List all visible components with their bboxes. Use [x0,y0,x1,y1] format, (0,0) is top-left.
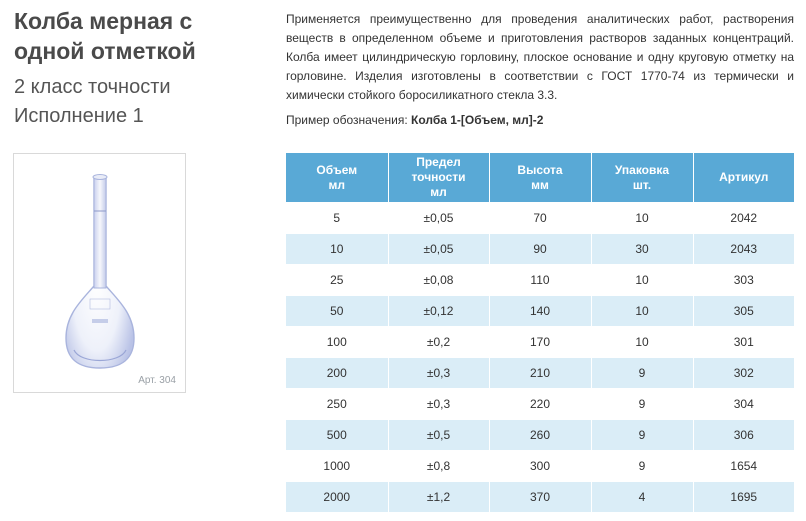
height-cell: 140 [489,296,591,327]
volume-cell: 200 [286,358,388,389]
volume-cell: 5 [286,203,388,234]
package-cell: 10 [591,203,693,234]
package-cell: 10 [591,296,693,327]
tolerance-cell: ±0,5 [388,420,489,451]
package-cell: 10 [591,327,693,358]
spec-table [286,153,794,512]
height-cell: 170 [489,327,591,358]
volume-cell: 10 [286,234,388,265]
article-cell: 301 [693,327,794,358]
article-caption: Арт. 304 [138,375,176,386]
table-row [286,203,794,234]
accuracy-class: 2 класс точности [14,76,171,98]
tolerance-cell: ±0,8 [388,451,489,482]
height-cell: 370 [489,482,591,513]
package-cell: 9 [591,451,693,482]
height-cell: 210 [489,358,591,389]
volume-cell: 2000 [286,482,388,513]
height-cell: 220 [489,389,591,420]
tolerance-cell: ±1,2 [388,482,489,513]
table-row [286,296,794,327]
tolerance-cell: ±0,2 [388,327,489,358]
article-header: Артикул [693,153,794,203]
table-row [286,451,794,482]
article-cell: 302 [693,358,794,389]
tolerance-cell: ±0,05 [388,203,489,234]
package-cell: 30 [591,234,693,265]
table-row [286,327,794,358]
height-header: Высота мм [489,153,591,203]
volume-cell: 1000 [286,451,388,482]
article-cell: 306 [693,420,794,451]
table-row [286,234,794,265]
designation-value: Колба 1-[Объем, мл]-2 [411,113,544,127]
article-cell: 303 [693,265,794,296]
product-subtitle [14,73,264,131]
tolerance-cell: ±0,3 [388,358,489,389]
volume-cell: 100 [286,327,388,358]
height-cell: 90 [489,234,591,265]
article-cell: 1654 [693,451,794,482]
article-cell: 2042 [693,203,794,234]
package-cell: 4 [591,482,693,513]
designation-example [286,113,543,127]
height-cell: 110 [489,265,591,296]
height-cell: 300 [489,451,591,482]
height-cell: 70 [489,203,591,234]
table-row [286,420,794,451]
tolerance-cell: ±0,08 [388,265,489,296]
product-description: Применяется преимущественно для проведения аналитических работ, растворения веществ в определенном объеме и приготовления растворов заданных концентраций. Колба имеет цилиндрическую горловину, плоское основание и одну круговую отметку на горловине. Изделия изготовлены в соответствии с ГОСТ 1770-74 из термически и химически стойкого боросиликатного стекла 3.3. [286,12,794,102]
table-row [286,482,794,513]
tolerance-header: Предел точности мл [388,153,489,203]
volume-cell: 25 [286,265,388,296]
volume-header: Объем мл [286,153,388,203]
volumetric-flask-illustration [14,154,185,392]
table-row [286,265,794,296]
tolerance-cell: ±0,05 [388,234,489,265]
package-cell: 9 [591,358,693,389]
height-cell: 260 [489,420,591,451]
volume-cell: 50 [286,296,388,327]
article-cell: 2043 [693,234,794,265]
table-body [286,203,794,513]
package-header: Упаковка шт. [591,153,693,203]
article-cell: 304 [693,389,794,420]
tolerance-cell: ±0,12 [388,296,489,327]
designation-label: Пример обозначения: [286,113,408,127]
tolerance-cell: ±0,3 [388,389,489,420]
table-row [286,358,794,389]
volume-cell: 250 [286,389,388,420]
version-label: Исполнение 1 [14,105,144,127]
article-cell: 305 [693,296,794,327]
package-cell: 9 [591,389,693,420]
product-image[interactable] [13,153,186,393]
article-cell: 1695 [693,482,794,513]
package-cell: 9 [591,420,693,451]
table-header-row [286,153,794,203]
package-cell: 10 [591,265,693,296]
table-row [286,389,794,420]
volume-cell: 500 [286,420,388,451]
product-title: Колба мерная с одной отметкой [14,8,196,64]
